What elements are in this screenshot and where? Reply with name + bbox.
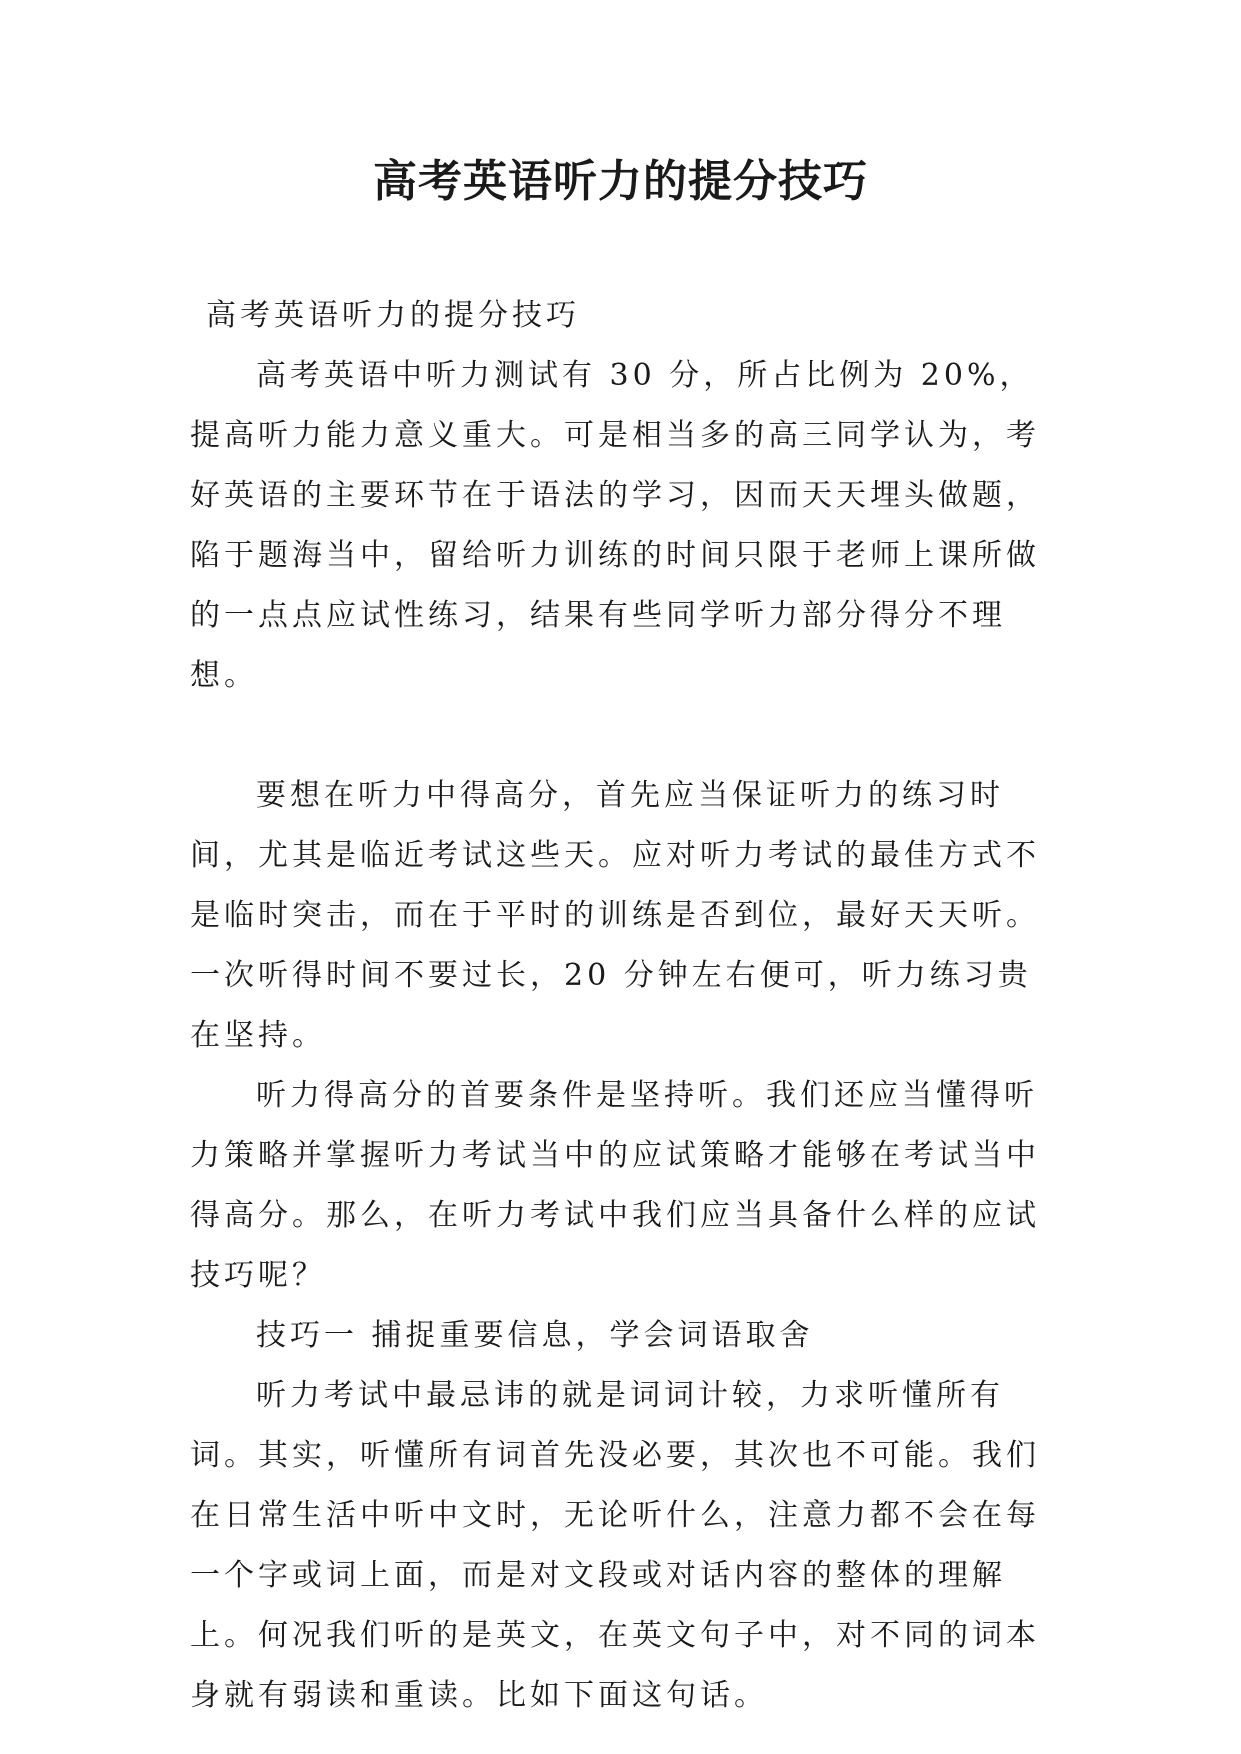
document-title: 高考英语听力的提分技巧 [373,156,868,207]
blank-line [190,706,1058,766]
paragraph-strategy: 听力得高分的首要条件是坚持听。我们还应当懂得听力策略并掌握听力考试当中的应试策略才能够在考试当中得高分。那么，在听力考试中我们应当具备什么样的应试技巧呢？ [190,1078,1040,1293]
paragraph-intro: 高考英语中听力测试有 30 分，所占比例为 20%，提高听力能力意义重大。可是相当多的高三同学认为，考好英语的主要环节在于语法的学习，因而天天埋头做题，陷于题海当中，留给听力训练的时间只限于老师上课所做的一点点应试性练习，结果有些同学听力部分得分不理想。 [190,358,1040,693]
document-body [190,286,1058,1726]
section-heading: 技巧一 捕捉重要信息，学会词语取舍 [256,1318,814,1353]
document-subtitle: 高考英语听力的提分技巧 [206,298,580,333]
paragraph-practice-time: 要想在听力中得高分，首先应当保证听力的练习时间，尤其是临近考试这些天。应对听力考试的最佳方式不是临时突击，而在于平时的训练是否到位，最好天天听。一次听得时间不要过长，20 分钟左右便可，听力练习贵在坚持。 [190,778,1040,1053]
paragraph-tip-one: 听力考试中最忌讳的就是词词计较，力求听懂所有词。其实，听懂所有词首先没必要，其次也不可能。我们在日常生活中听中文时，无论听什么，注意力都不会在每一个字或词上面，而是对文段或对话内容的整体的理解上。何况我们听的是英文，在英文句子中，对不同的词本身就有弱读和重读。比如下面这句话。 [190,1378,1040,1713]
